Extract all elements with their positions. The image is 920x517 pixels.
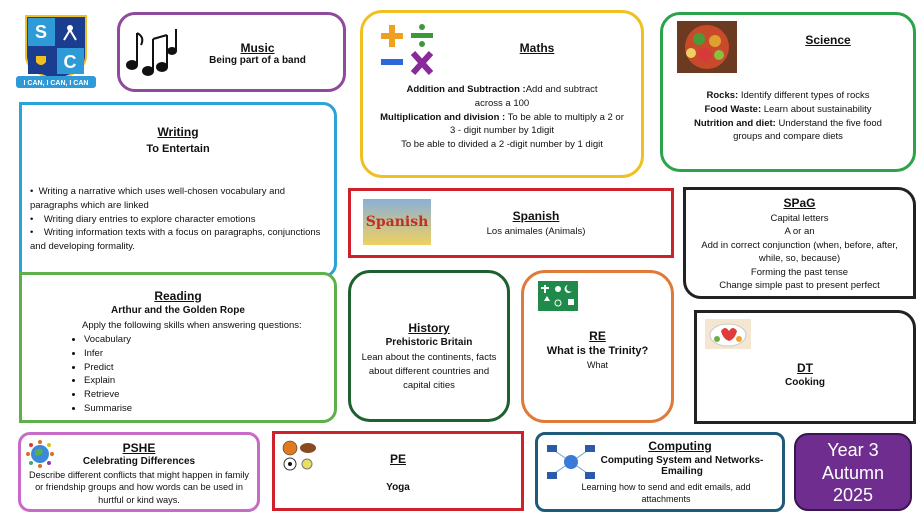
reading-intro: Apply the following skills when answering questions: (82, 320, 302, 331)
science-nutrition: Understand the five food groups and compare diets (733, 117, 882, 143)
re-title: RE (589, 329, 606, 343)
re-card (521, 270, 674, 423)
writing-card (19, 102, 337, 278)
logo-c: C (63, 52, 77, 72)
maths-symbols-icon (377, 21, 437, 77)
computing-text: Learning how to send and edit emails, add attachments (581, 482, 751, 505)
science-food: Learn about sustainability (761, 103, 872, 115)
re-subtitle: What is the Trinity? (546, 345, 649, 357)
music-notes-icon (124, 25, 180, 81)
history-title: History (408, 321, 450, 335)
religion-symbols-icon (538, 281, 578, 311)
dt-card (694, 310, 916, 424)
reading-skill: • Summarise (84, 402, 132, 416)
science-rocks-bold: Rocks: (706, 90, 739, 101)
music-card (117, 12, 346, 92)
pshe-text: Describe different conflicts that might happen in family or friendship groups and how words can be used in hurtful or kind ways. (29, 470, 249, 505)
history-text: Lean about the continents, facts about different countries and capital cities (361, 352, 497, 391)
dt-title: DT (797, 361, 813, 375)
shield-icon (14, 12, 98, 90)
maths-title: Maths (519, 41, 555, 55)
spag-line: Forming the past tense (750, 266, 849, 278)
science-card (660, 12, 916, 172)
maths-line1: Add and subtract across a 100 (474, 84, 598, 109)
maths-line2: To be able to multiply a 2 or 3 - digit number by 1digit (449, 111, 624, 137)
year-term-badge (794, 433, 912, 511)
reading-skill: • Vocabulary (84, 333, 132, 347)
writing-title: Writing (157, 125, 199, 139)
spanish-title: Spanish (512, 209, 560, 223)
food-image (677, 21, 737, 73)
reading-skill: • Infer (84, 347, 132, 361)
history-subtitle: Prehistoric Britain (385, 337, 473, 348)
spag-title: SPaG (783, 196, 816, 210)
spanish-card (348, 188, 674, 258)
history-card (348, 270, 510, 422)
music-title: Music (240, 41, 275, 55)
dt-subtitle: Cooking (785, 377, 825, 388)
spag-line: Change simple past to present perfect (719, 280, 880, 292)
logo-s: S (34, 22, 48, 42)
pshe-subtitle: Celebrating Differences (82, 456, 196, 467)
music-subtitle: Being part of a band (209, 55, 306, 66)
writing-item: • Writing diary entries to explore character emotions (30, 213, 256, 225)
writing-item: • Writing a narrative which uses well-chosen vocabulary and paragraphs which are linked (30, 186, 286, 211)
reading-skill: • Explain (84, 374, 132, 388)
maths-card (360, 10, 644, 178)
writing-subtitle: To Entertain (146, 143, 210, 155)
maths-line2-bold: Multiplication and division : (380, 111, 506, 123)
reading-skill: • Predict (84, 361, 132, 375)
pe-title: PE (389, 452, 406, 466)
cooking-image (705, 319, 751, 349)
science-food-bold: Food Waste: (704, 103, 762, 115)
pshe-card (18, 432, 260, 512)
reading-subtitle: Arthur and the Golden Rope (111, 305, 245, 316)
maths-line1-bold: Addition and Subtraction : (406, 84, 526, 95)
spag-line: Capital letters (770, 213, 829, 224)
pe-card (272, 431, 524, 511)
science-title: Science (805, 33, 851, 47)
spag-card (683, 187, 916, 299)
reading-skill: • Retrieve (84, 388, 132, 402)
reading-title: Reading (154, 289, 202, 303)
year-label: Year 3 (827, 440, 879, 460)
year-number: 2025 (832, 485, 874, 505)
re-text: What (586, 360, 608, 370)
school-logo (14, 12, 98, 90)
computing-card (535, 432, 785, 512)
spag-line: Add in correct conjunction (when, before, after, while, so, because) (701, 239, 898, 265)
computing-title: Computing (648, 439, 712, 453)
pshe-title: PSHE (122, 441, 156, 455)
reading-card (19, 272, 337, 423)
computing-subtitle: Computing System and Networks- Emailing (600, 455, 764, 477)
spanish-subtitle: Los animales (Animals) (486, 226, 586, 237)
logo-motto: I CAN, I CAN, I CAN (23, 80, 89, 87)
term-label: Autumn (821, 462, 885, 483)
writing-item: • Writing information texts with a focus on paragraphs, conjunctions and developing formality. (30, 227, 321, 253)
maths-line3: To be able to divided a 2 -digit number by 1 digit (401, 139, 603, 151)
spanish-image: Spanish (363, 199, 431, 245)
pe-subtitle: Yoga (386, 482, 410, 493)
science-rocks: Identify different types of rocks (738, 90, 870, 101)
spag-line: A or an (784, 226, 815, 238)
science-nutrition-bold: Nutrition and diet: (694, 117, 776, 129)
